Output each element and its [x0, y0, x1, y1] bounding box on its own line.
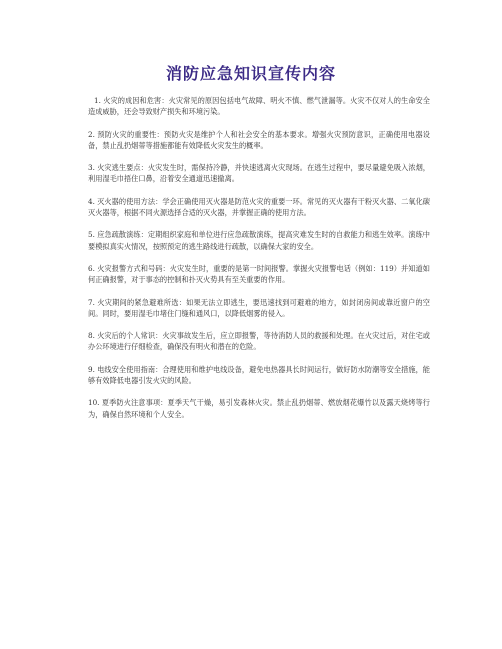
- paragraph-8: 8. 火灾后的个人常识：火灾事故发生后，应立即报警，等待消防人员的救援和处理。在火灾过后，对住宅或办公环境进行仔细检查，确保没有明火和潜在的危险。: [88, 331, 430, 352]
- paragraph-2: 2. 预防火灾的重要性：预防火灾是维护个人和社会安全的基本要求。增强火灾预防意识，正确使用电器设备，禁止乱扔烟蒂等措施都能有效降低火灾发生的概率。: [88, 129, 430, 150]
- paragraph-9: 9. 电线安全使用指南：合理使用和维护电线设备，避免电热器具长时间运行，做好防水防潮等安全措施，能够有效降低电器引发火灾的风险。: [88, 364, 430, 385]
- paragraph-7: 7. 火灾期间的紧急避难所选：如果无法立即逃生，要迅速找到可避难的地方，如封闭房间或靠近窗户的空间。同时，要用湿毛巾堵住门缝和通风口，以降低烟雾的侵入。: [88, 297, 430, 318]
- paragraph-3: 3. 火灾逃生要点：火灾发生时，需保持冷静，并快速逃离火灾现场。在逃生过程中，要尽量避免吸入浓烟，利用湿毛巾捂住口鼻，沿着安全通道迅速撤离。: [88, 163, 430, 184]
- paragraph-5: 5. 应急疏散演练：定期组织家庭和单位进行应急疏散演练，提高灾难发生时的自救能力和逃生效率。演练中要模拟真实火情况，按照预定的逃生路线进行疏散，以确保大家的安全。: [88, 230, 430, 251]
- paragraph-10: 10. 夏季防火注意事项：夏季天气干燥，易引发森林火灾。禁止乱扔烟蒂、燃放烟花爆竹以及露天烧烤等行为，确保自然环境和个人安全。: [88, 398, 430, 419]
- paragraph-1: 1. 火灾的成因和危害：火灾常见的原因包括电气故障、明火不慎、燃气泄漏等。火灾不仅对人的生命安全造成威胁，还会导致财产损失和环境污染。: [88, 96, 430, 117]
- document-title: 消防应急知识宣传内容: [165, 64, 336, 83]
- paragraph-4: 4. 灭火器的使用方法：学会正确使用灭火器是防范火灾的重要一环。常见的灭火器有干粉灭火器、二氧化碳灭火器等，根据不同火源选择合适的灭火器，并掌握正确的使用方法。: [88, 196, 430, 217]
- document-body: [88, 95, 430, 431]
- paragraph-6: 6. 火灾报警方式和号码：火灾发生时，重要的是第一时间报警。掌握火灾报警电话（例如：119）并知道如何正确报警，对于事态的控制和扑灭火势具有至关重要的作用。: [88, 263, 430, 285]
